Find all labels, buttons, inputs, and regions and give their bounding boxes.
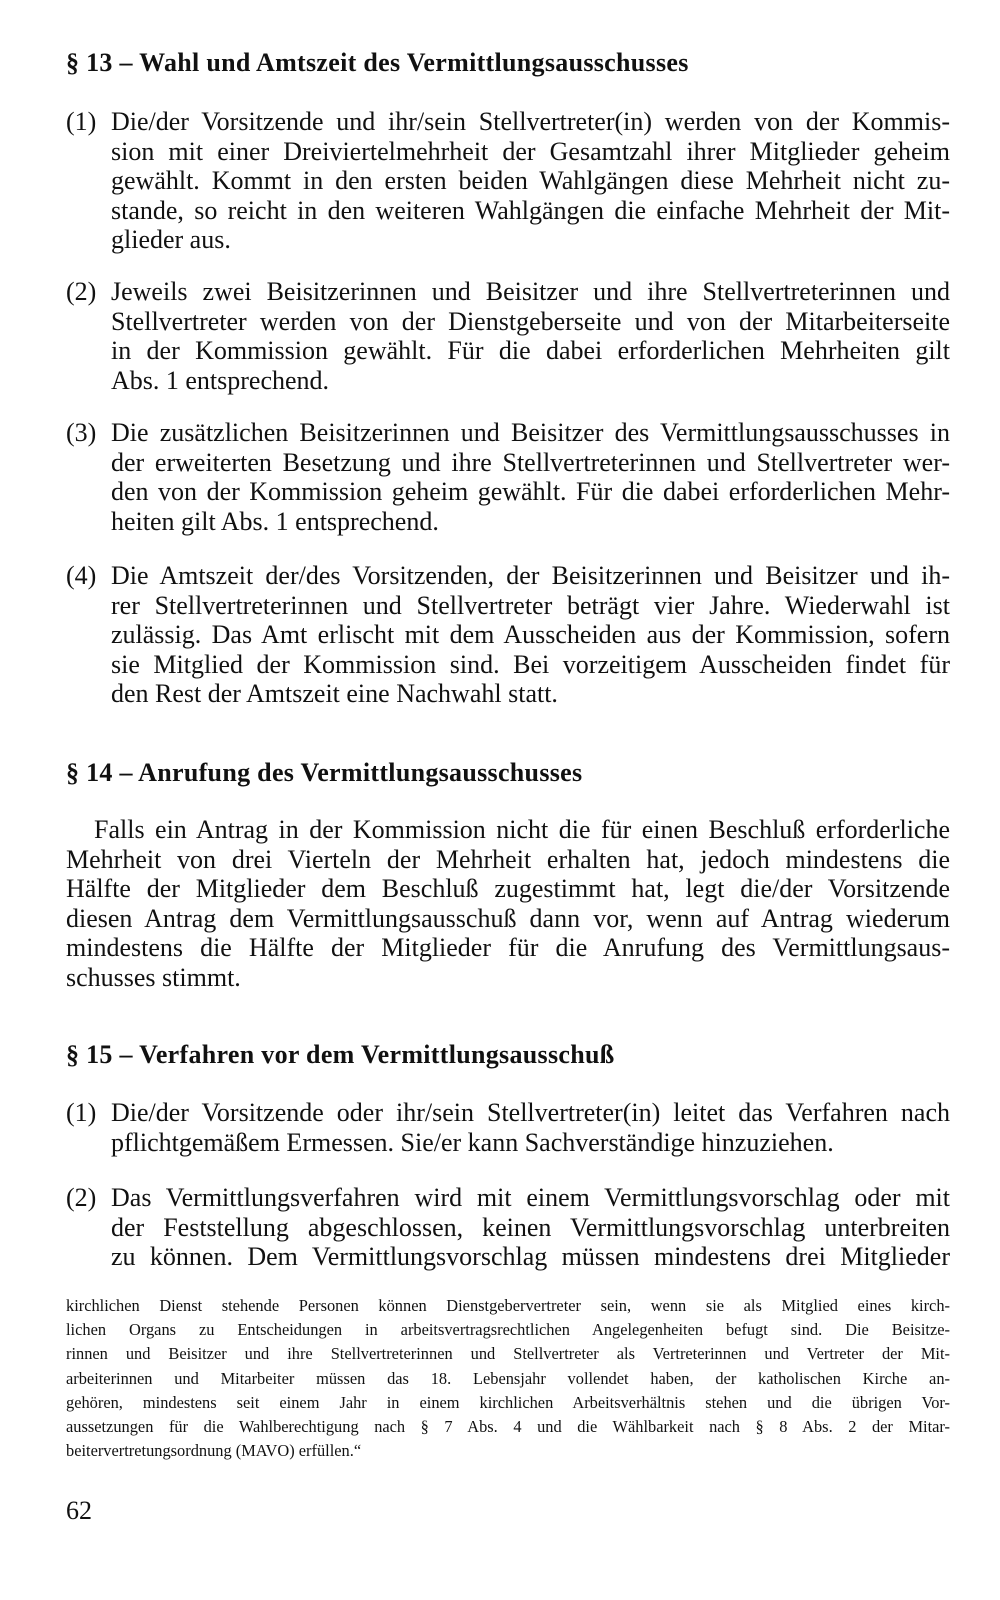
text-line: zu können. Dem Vermittlungsvorschlag müssen mindestens drei Mitglieder bbox=[111, 1242, 950, 1271]
section-13-paragraph-3 bbox=[66, 418, 950, 536]
paragraph-number: (3) bbox=[66, 418, 97, 447]
text-line: Mehrheit von drei Vierteln der Mehrheit erhalten hat, jedoch mindestens die bbox=[66, 844, 950, 874]
page-number: 62 bbox=[66, 1496, 92, 1525]
footnote-line: rinnen und Beisitzer und ihre Stellvertreterinnen und Stellvertreter als Vertreterinnen und Vertreter der Mit- bbox=[66, 1344, 950, 1364]
text-line: den Rest der Amtszeit eine Nachwahl statt. bbox=[111, 679, 558, 708]
text-line: in der Kommission gewählt. Für die dabei erforderlichen Mehrheiten gilt bbox=[111, 336, 950, 365]
footnote-line: lichen Organs zu Entscheidungen in arbeitsvertragsrechtlichen Angelegenheiten befugt sind. Die Beisitze- bbox=[66, 1320, 950, 1340]
text-line: pflichtgemäßem Ermessen. Sie/er kann Sachverständige hinzuziehen. bbox=[111, 1127, 834, 1157]
text-line: Jeweils zwei Beisitzerinnen und Beisitzer und ihre Stellvertreterinnen und bbox=[111, 277, 950, 306]
text-line: Die zusätzlichen Beisitzerinnen und Beisitzer des Vermittlungsausschusses in bbox=[111, 418, 950, 447]
text-line: den von der Kommission geheim gewählt. Für die dabei erforderlichen Mehr- bbox=[111, 477, 950, 506]
section-15-paragraph-2 bbox=[66, 1183, 950, 1272]
text-line: Falls ein Antrag in der Kommission nicht die für einen Beschluß erforderliche bbox=[94, 815, 950, 844]
text-line: Die Amtszeit der/des Vorsitzenden, der Beisitzerinnen und Beisitzer und ih- bbox=[111, 561, 950, 590]
section-13-paragraph-1 bbox=[66, 107, 950, 255]
text-line: gewählt. Kommt in den ersten beiden Wahlgängen diese Mehrheit nicht zu- bbox=[111, 166, 950, 195]
text-line: schusses stimmt. bbox=[66, 962, 241, 992]
text-line: diesen Antrag dem Vermittlungsausschuß dann vor, wenn auf Antrag wiederum bbox=[66, 903, 950, 933]
paragraph-number: (2) bbox=[66, 277, 97, 306]
footnote-line: arbeiterinnen und Mitarbeiter müssen das 18. Lebensjahr vollendet haben, der katholischen Kirche an- bbox=[66, 1368, 950, 1388]
section-14-heading: § 14 – Anrufung des Vermittlungsausschusses bbox=[66, 758, 583, 787]
paragraph-number: (2) bbox=[66, 1183, 97, 1212]
text-line: Hälfte der Mitglieder dem Beschluß zugestimmt hat, legt die/der Vorsitzende bbox=[66, 874, 950, 903]
section-14-paragraph bbox=[66, 815, 950, 992]
section-13-heading: § 13 – Wahl und Amtszeit des Vermittlungsausschusses bbox=[66, 48, 689, 77]
footnote-line: aussetzungen für die Wahlberechtigung nach § 7 Abs. 4 und die Wählbarkeit nach § 8 Abs. 2 der Mitar- bbox=[66, 1417, 950, 1437]
section-13-paragraph-4 bbox=[66, 561, 950, 709]
section-13-paragraph-2 bbox=[66, 277, 950, 395]
text-line: der Feststellung abgeschlossen, keinen Vermittlungsvorschlag unterbreiten bbox=[111, 1212, 950, 1242]
text-line: Das Vermittlungsverfahren wird mit einem Vermittlungsvorschlag oder mit bbox=[111, 1183, 950, 1212]
text-line: Stellvertreter werden von der Dienstgeberseite und von der Mitarbeiterseite bbox=[111, 306, 950, 336]
text-line: glieder aus. bbox=[111, 225, 231, 254]
text-line: stande, so reicht in den weiteren Wahlgängen die einfache Mehrheit der Mit- bbox=[111, 195, 950, 225]
text-line: mindestens die Hälfte der Mitglieder für die Anrufung des Vermittlungsaus- bbox=[66, 933, 950, 962]
text-line: Die/der Vorsitzende und ihr/sein Stellvertreter(in) werden von der Kommis- bbox=[111, 107, 950, 136]
footnote-line: beitervertretungsordnung (MAVO) erfüllen.“ bbox=[66, 1441, 362, 1461]
section-15-heading: § 15 – Verfahren vor dem Vermittlungsausschuß bbox=[66, 1040, 615, 1069]
text-line: Die/der Vorsitzende oder ihr/sein Stellvertreter(in) leitet das Verfahren nach bbox=[111, 1098, 950, 1127]
paragraph-number: (1) bbox=[66, 107, 97, 136]
section-15-paragraph-1 bbox=[66, 1098, 950, 1157]
text-line: Abs. 1 entsprechend. bbox=[111, 365, 330, 395]
footnote-line: gehören, mindestens seit einem Jahr in einem kirchlichen Arbeitsverhältnis stehen und die übrigen Vor- bbox=[66, 1392, 950, 1412]
paragraph-number: (4) bbox=[66, 561, 97, 590]
text-line: zulässig. Das Amt erlischt mit dem Ausscheiden aus der Kommission, sofern bbox=[111, 620, 950, 649]
text-line: heiten gilt Abs. 1 entsprechend. bbox=[111, 506, 439, 536]
text-line: sie Mitglied der Kommission sind. Bei vorzeitigem Ausscheiden findet für bbox=[111, 649, 950, 679]
text-line: rer Stellvertreterinnen und Stellvertreter beträgt vier Jahre. Wiederwahl ist bbox=[111, 590, 950, 620]
text-line: sion mit einer Dreiviertelmehrheit der Gesamtzahl ihrer Mitglieder geheim bbox=[111, 136, 950, 166]
paragraph-number: (1) bbox=[66, 1098, 97, 1127]
footnote bbox=[66, 1294, 950, 1463]
text-line: der erweiterten Besetzung und ihre Stellvertreterinnen und Stellvertreter wer- bbox=[111, 447, 950, 477]
footnote-line: kirchlichen Dienst stehende Personen können Dienstgebervertreter sein, wenn sie als Mitglied eines kirch- bbox=[66, 1296, 950, 1315]
